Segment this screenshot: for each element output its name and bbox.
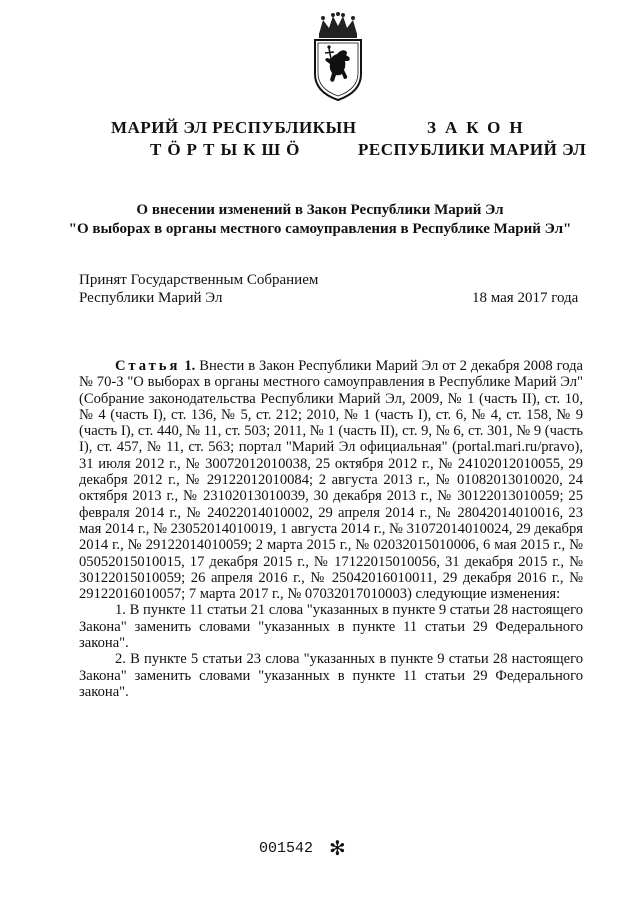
article-text: Внести в Закон Республики Марий Эл от 2 декабря 2008 года № 70-З "О выборах в органы местного самоуправления в Республике Марий Эл" (Собрание законодательства Республики Марий Эл, 2009, № 1 (часть II), ст. 10, № 4 (часть I), ст. 136, № 5, ст. 212; 2010, № 1 (часть I), ст. 6, № 4, ст. 158, № 9 (часть I), ст. 440, № 11, ст. 503; 2011, № 1 (часть II), ст. 9, № 6, ст. 301, № 9 (часть I), ст. 457, № 11, ст. 563; портал "Марий Эл официальная" (portal.mari.ru/pravo), 31 июля 2012 г., № 30072012010038, 25 октября 2012 г., № 24102012010055, 29 декабря 2012 г., № 29122012010084; 2 августа 2013 г., № 01082013010020, 24 октября 2013 г., № 23102013010039, 30 декабря 2013 г., № 30122013010059; 25 февраля 2014 г., № 24022014010002, 29 апреля 2014 г., № 28042014010016, 23 мая 2014 г., № 23052014010019, 1 августа 2014 г., № 31072014010024, 29 декабря 2014 г., № 29122014010059; 2 марта 2015 г., № 02032015010006, 6 мая 2015 г., № 05052015010015, 17 декабря 2015 г., № 17122015010056, 31 декабря 2015 г., № 30122015010059; 26 апреля 2016 г., № 25042016010011, 29 декабря 2016 г., № 29122016010057; 7 марта 2017 г., № 07032017010003) следующие изменения: (79, 358, 584, 603)
article-item-2: 2. В пункте 5 статьи 23 слова "указанных в пункте 9 статьи 28 настоящего Закона" заменить словами "указанных в пункте 11 статьи 29 Федерального закона". (79, 651, 583, 700)
article-main-paragraph (79, 358, 583, 602)
law-title-line2: "О выборах в органы местного самоуправления в Республике Марий Эл" (68, 221, 572, 237)
header-left-line2: ТӦРТЫКШӦ (150, 140, 306, 159)
article-label: Статья (115, 358, 181, 374)
header-right-line1: ЗАКОН (427, 118, 532, 137)
article-body (79, 358, 583, 700)
adoption-date: 18 мая 2017 года (472, 290, 579, 306)
adoption-line2: Республики Марий Эл (79, 290, 223, 306)
article-item-1: 1. В пункте 11 статьи 21 слова "указанных в пункте 9 статьи 28 настоящего Закона" заменить словами "указанных в пункте 11 статьи 29 Федерального закона". (79, 602, 583, 652)
law-title-line1: О внесении изменений в Закон Республики Марий Эл (136, 202, 504, 218)
adoption-line1: Принят Государственным Собранием (79, 272, 319, 288)
article-number: 1. (184, 358, 196, 374)
asterisk-mark-icon: ✻ (329, 836, 346, 860)
header-left-line1: МАРИЙ ЭЛ РЕСПУБЛИКЫН (111, 118, 357, 137)
header-right-line2: РЕСПУБЛИКИ МАРИЙ ЭЛ (358, 140, 587, 159)
coat-of-arms-emblem (309, 12, 367, 102)
serial-number: 001542 (259, 840, 314, 857)
